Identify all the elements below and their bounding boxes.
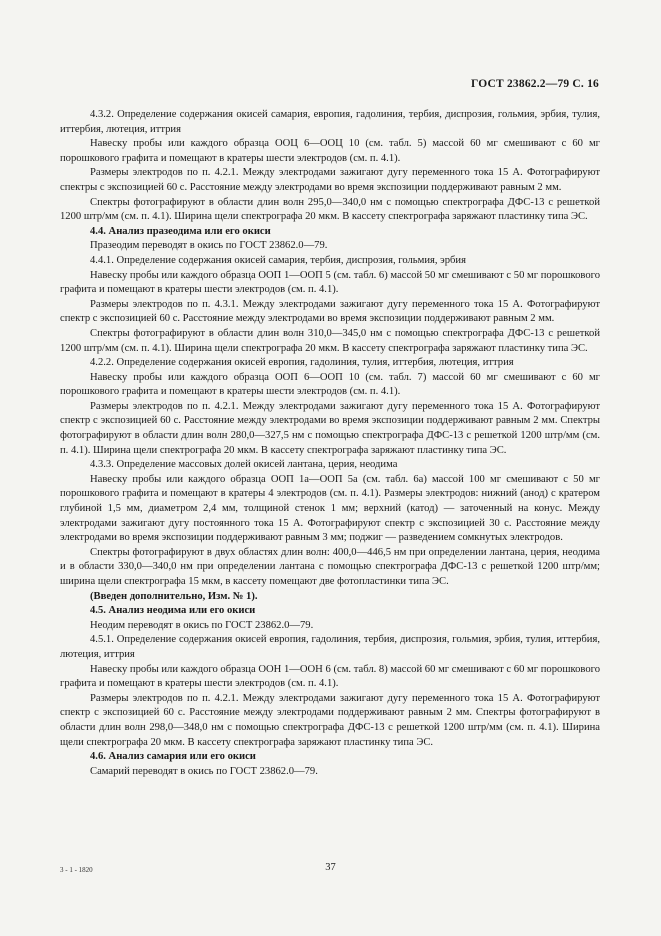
paragraph: Навеску пробы или каждого образца ООН 1—ООН 6 (см. табл. 8) массой 60 мг смешивают с 60 мг порошкового графита и помещают в кратеры шести электродов (см. п. 4.1). — [60, 663, 600, 690]
paragraph: 4.4.1. Определение содержания окисей самария, тербия, диспрозия, гольмия, эрбия — [90, 254, 466, 266]
paragraph: Размеры электродов по п. 4.2.1. Между электродами зажигают дугу переменного тока 15 А. Фотографируют спектры с экспозицией 60 с. Расстояние между электродами во время экспозиции поддерживают равным 2 мм. — [60, 167, 600, 193]
section-heading: (Введен дополнительно, Изм. № 1). — [90, 590, 258, 602]
section-heading: 4.4. Анализ празеодима или его окиси — [90, 225, 271, 237]
paragraph: 4.3.3. Определение массовых долей окисей лантана, церия, неодима — [90, 459, 398, 471]
paragraph: Размеры электродов по п. 4.3.1. Между электродами зажигают дугу переменного тока 15 А. Фотографируют спектр с экспозицией 60 с. Расстояние между электродами во время экспозиции поддерживают равным 2 мм. — [60, 298, 600, 325]
paragraph: Навеску пробы или каждого образца ООЦ 6—ООЦ 10 (см. табл. 5) массой 60 мг смешивают с 60 мг порошкового графита и помещают в кратеры шести электродов (см. п. 4.1). — [60, 138, 600, 164]
paragraph: Навеску пробы или каждого образца ООП 1а—ООП 5а (см. табл. 6а) массой 100 мг смешивают с 50 мг порошкового графита и помещают в кратеры 4 электродов (см. п. 4.1). Размеры электродов: нижний (анод) с кратером глубиной 1,5 мм, диаметром 2,4 мм, толщиной стенок 1 мм; верхний (катод) — заточенный на конус. Между электродами зажигают дугу постоянного тока 15 А. Фотографируют спектр с экспозицией 30 с. Расстояние между электродами во время экспозиции поддерживают равным 3 мм; поджиг — разведением сомкнутых электродов. — [60, 473, 600, 544]
paragraph: Размеры электродов по п. 4.2.1. Между электродами зажигают дугу переменного тока 15 А. Фотографируют спектр с экспозицией 60 с. Расстояние между электродами поддерживают равным 2 мм. Спектры фотографируют в области длин волн 298,0—348,0 нм с помощью спектрографа ДФС-13 с решеткой 1200 штр/мм (см. п. 4.1). Ширина щели спектрографа 20 мкм. В кассету спектрографа заряжают пластинку типа ЭС. — [60, 692, 600, 748]
paragraph: 4.2.2. Определение содержания окисей европия, гадолиния, тулия, иттербия, лютеция, иттрия — [90, 357, 514, 369]
paragraph: Празеодим переводят в окись по ГОСТ 23862.0—79. — [90, 240, 328, 252]
paragraph: Спектры фотографируют в области длин волн 310,0—345,0 нм с помощью спектрографа ДФС-13 с решеткой 1200 штр/мм (см. п. 4.1). Ширина щели спектрографа 20 мкм. В кассету спектрографа заряжают пластинку типа ЭС. — [60, 327, 600, 354]
print-code: 3 - 1 - 1820 — [60, 866, 93, 874]
document-body — [60, 108, 600, 779]
paragraph: Спектры фотографируют в двух областях длин волн: 400,0—446,5 нм при определении лантана, церия, неодима и в области 330,0—340,0 нм при определении лантана с помощью спектрографа ДФС-13 с решеткой 1200 штр/мм; ширина щели спектрографа 15 мкм, в кассету помещают две фотопластинки типа ЭС. — [60, 546, 600, 587]
page-number: 37 — [325, 862, 336, 873]
page-header: ГОСТ 23862.2—79 С. 16 — [471, 78, 599, 90]
paragraph: Размеры электродов по п. 4.2.1. Между электродами зажигают дугу переменного тока 15 А. Фотографируют спектр с экспозицией 60 с. Расстояние между электродами во время экспозиции поддерживают равным 2 мм. Спектры фотографируют в области длин волн 280,0—327,5 нм с помощью спектрографа ДФС-13 с решеткой 1200 штр/мм (см. п. 4.1). Ширина щели спектрографа 20 мкм. В кассету спектрографа заряжают пластинку типа ЭС. — [60, 400, 600, 456]
paragraph: Спектры фотографируют в области длин волн 295,0—340,0 нм с помощью спектрографа ДФС-13 с решеткой 1200 штр/мм (см. п. 4.1). Ширина щели спектрографа 20 мкм. В кассету спектрографа заряжают пластинку типа ЭС. — [60, 196, 600, 223]
paragraph: Навеску пробы или каждого образца ООП 6—ООП 10 (см. табл. 7) массой 60 мг смешивают с 60 мг порошкового графита и помещают в кратеры шести электродов (см. п. 4.1). — [60, 371, 600, 398]
paragraph: Неодим переводят в окись по ГОСТ 23862.0—79. — [90, 619, 314, 631]
paragraph: 4.5.1. Определение содержания окисей европия, гадолиния, тербия, диспрозия, гольмия, эрбия, тулия, иттербия, лютеция, иттрия — [60, 634, 600, 660]
section-heading: 4.5. Анализ неодима или его окиси — [90, 605, 256, 617]
paragraph: Навеску пробы или каждого образца ООП 1—ООП 5 (см. табл. 6) массой 50 мг смешивают с 50 мг порошкового графита и помещают в кратеры шести электродов (см. п. 4.1). — [60, 269, 600, 296]
paragraph: 4.3.2. Определение содержания окисей самария, европия, гадолиния, тербия, диспрозия, гольмия, эрбия, тулия, иттербия, лютеция, иттрия — [60, 109, 600, 135]
section-heading: 4.6. Анализ самария или его окиси — [90, 751, 256, 763]
paragraph: Самарий переводят в окись по ГОСТ 23862.0—79. — [90, 765, 318, 777]
